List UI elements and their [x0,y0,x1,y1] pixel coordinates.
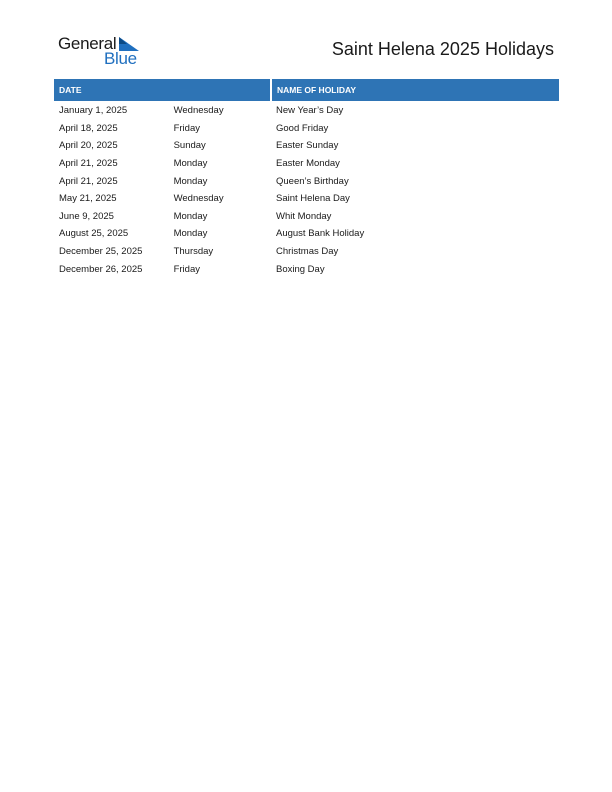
holiday-date-cell: December 26, 2025 [59,263,143,275]
table-row [54,225,559,243]
holiday-name-cell: Christmas Day [276,246,339,258]
table-body [54,101,559,278]
table-row [54,137,559,155]
holiday-name-cell: Boxing Day [276,263,325,275]
holiday-weekday-cell: Monday [173,210,208,222]
holiday-date-cell: April 21, 2025 [59,175,118,187]
holiday-weekday-cell: Thursday [173,246,214,258]
holiday-name-cell: Good Friday [276,122,329,134]
holiday-date-cell: August 25, 2025 [59,228,129,240]
table-row [54,208,559,226]
logo-word-blue: Blue [104,49,137,68]
logo-word-general: General [58,34,117,53]
table-row [54,190,559,208]
holiday-date-cell: May 21, 2025 [59,193,117,205]
holiday-weekday-cell: Wednesday [173,193,224,205]
table-row [54,120,559,138]
holiday-weekday-cell: Friday [173,122,200,134]
column-header-date: DATE [54,79,271,101]
holiday-weekday-cell: Monday [173,158,208,170]
table-row [54,260,559,278]
holiday-weekday-cell: Monday [173,228,208,240]
holiday-weekday-cell: Wednesday [173,105,224,117]
holiday-date-cell: April 20, 2025 [59,140,118,152]
table-header-row [54,79,559,101]
holiday-weekday-cell: Sunday [173,140,206,152]
page-title: Saint Helena 2025 Holidays [331,39,554,59]
holiday-date-cell: December 25, 2025 [59,246,143,258]
holiday-name-cell: Easter Monday [276,158,340,170]
holiday-name-cell: Easter Sunday [276,140,339,152]
column-header-holiday-name: NAME OF HOLIDAY [271,79,559,101]
table-row [54,155,559,173]
holiday-name-cell: Whit Monday [276,210,332,222]
holiday-table [54,79,559,278]
holiday-name-cell: August Bank Holiday [276,228,365,240]
holiday-name-cell: Queen’s Birthday [276,175,349,187]
holiday-date-cell: January 1, 2025 [59,105,128,117]
holiday-weekday-cell: Friday [173,263,200,275]
table-row [54,101,559,120]
holiday-name-cell: New Year’s Day [276,105,344,117]
table-row [54,172,559,190]
holiday-date-cell: June 9, 2025 [59,210,114,222]
table-row [54,243,559,261]
generalblue-logo [58,34,148,68]
holiday-weekday-cell: Monday [173,175,208,187]
holiday-date-cell: April 21, 2025 [59,158,118,170]
holiday-name-cell: Saint Helena Day [276,193,350,205]
holiday-date-cell: April 18, 2025 [59,122,118,134]
